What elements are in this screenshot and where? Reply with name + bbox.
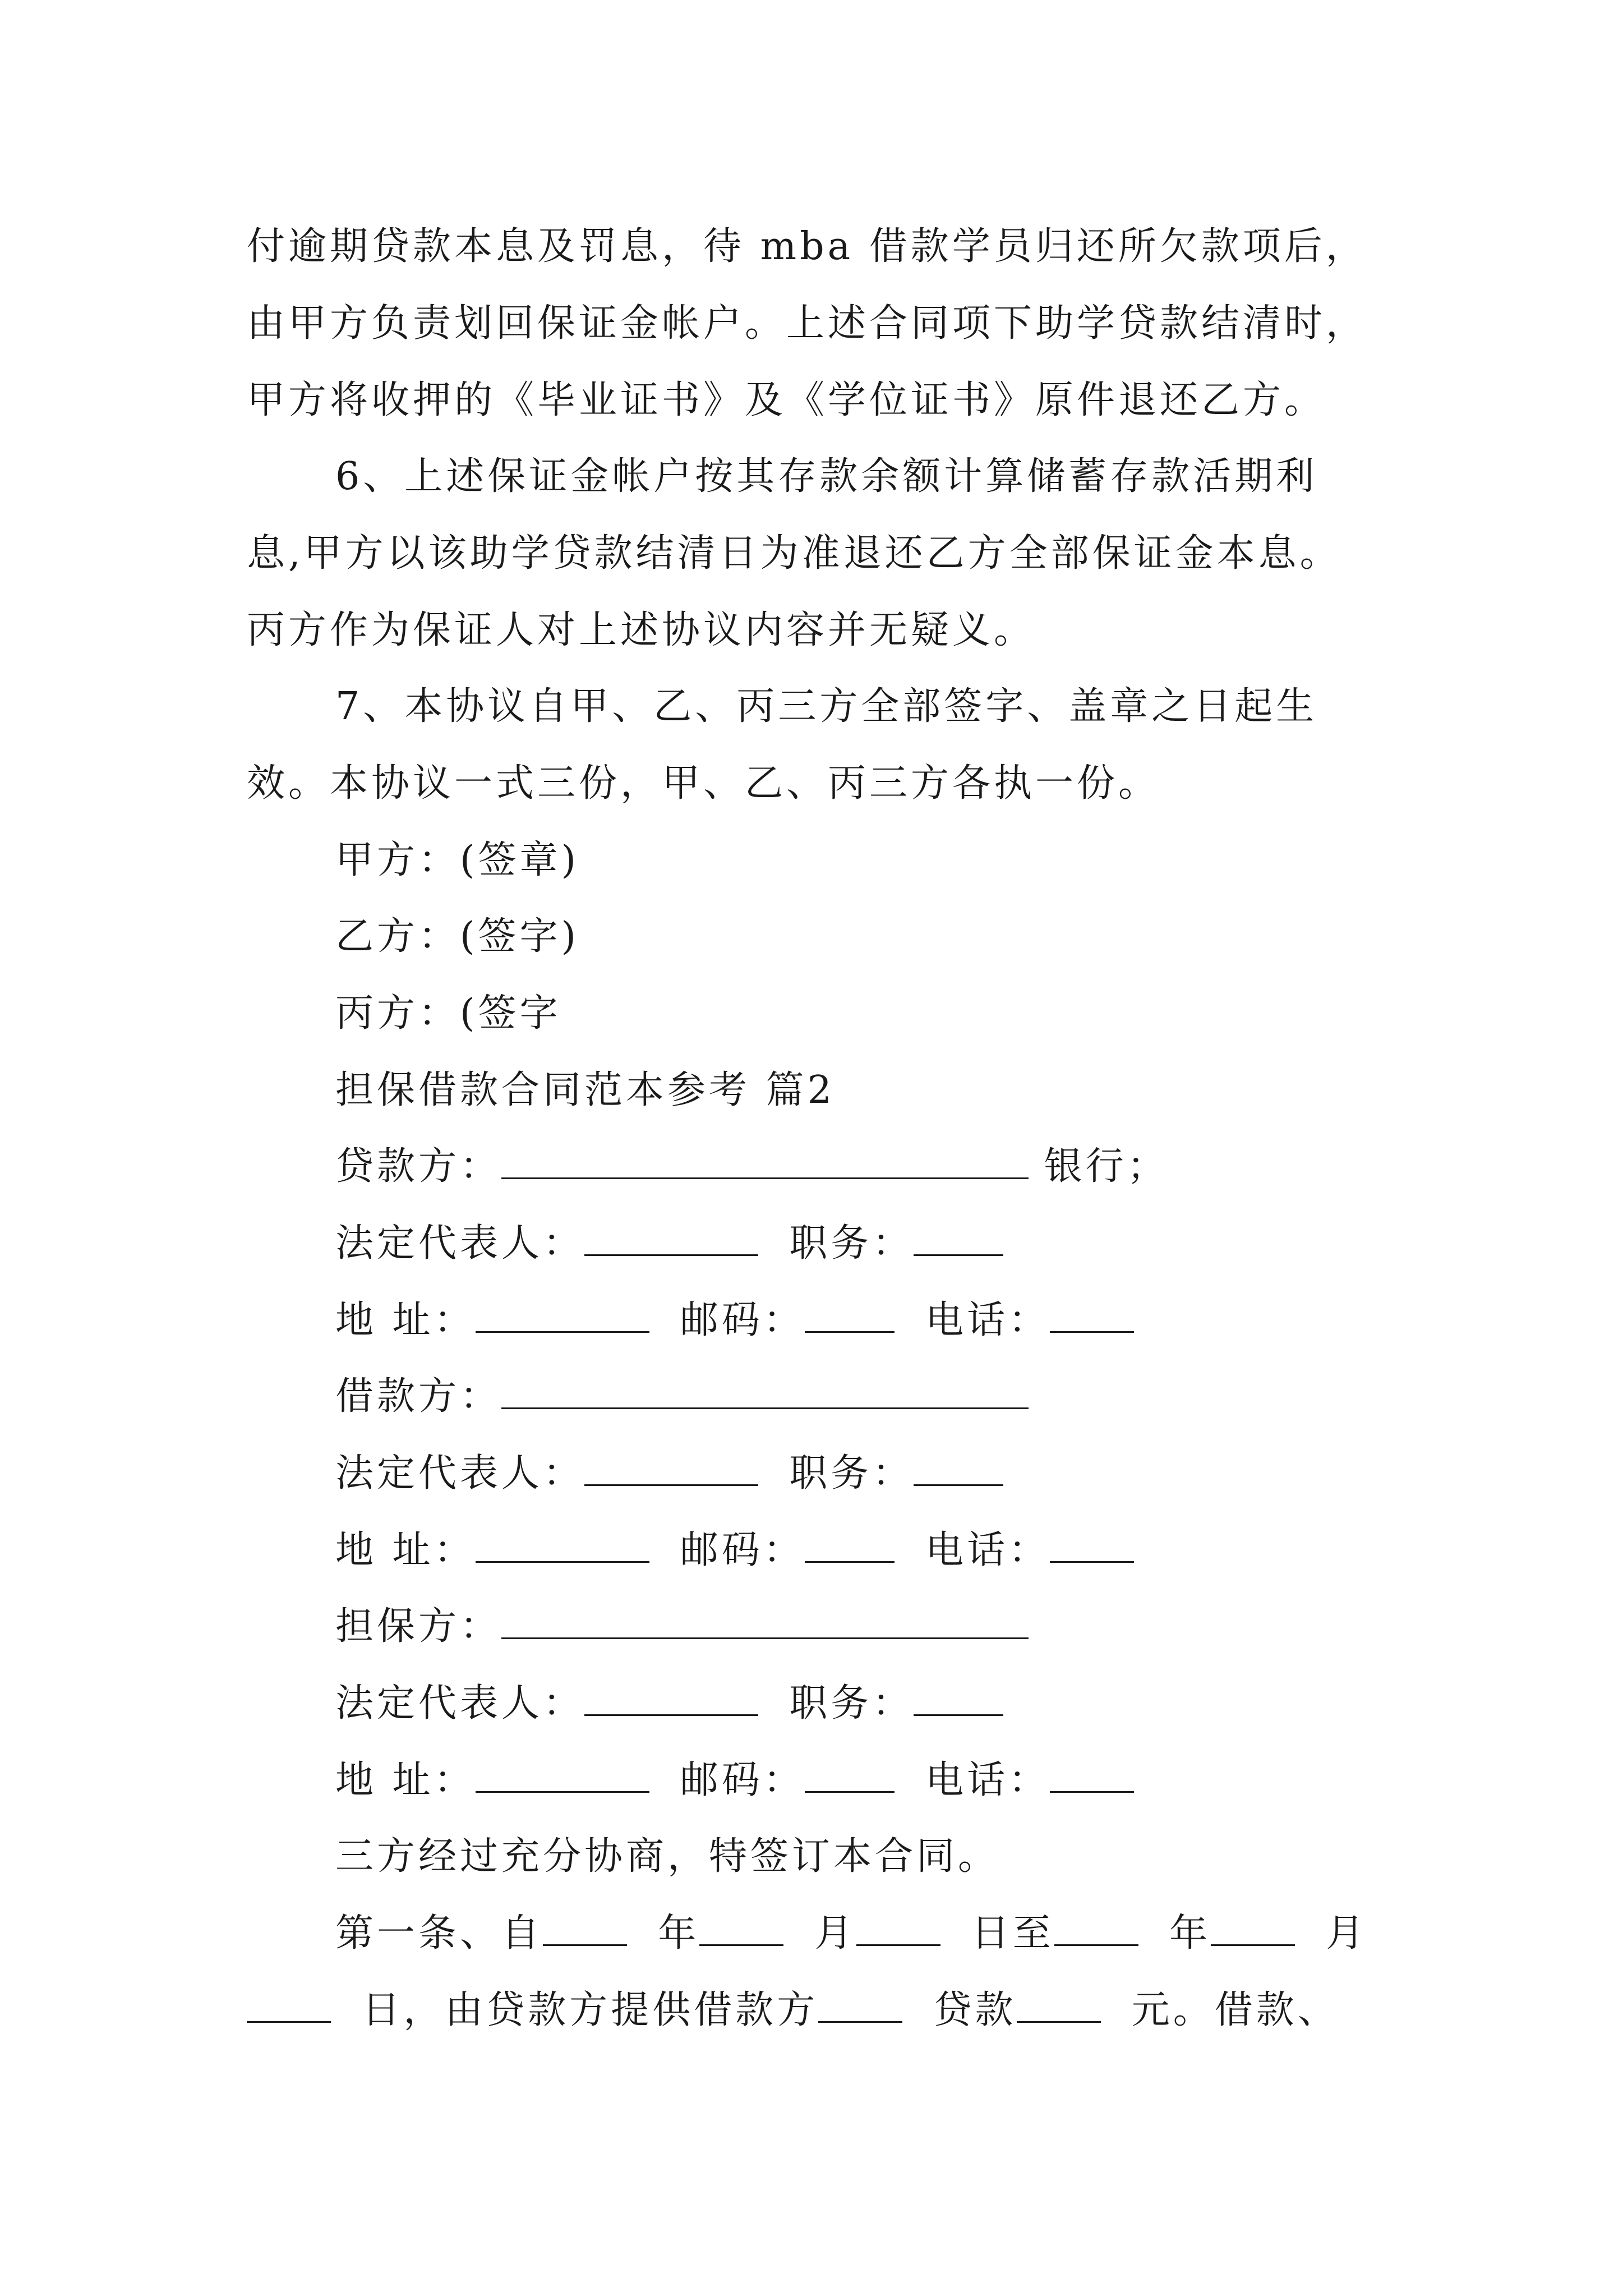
month2-blank (1211, 1911, 1295, 1946)
lender-address-line (335, 1292, 1134, 1349)
text-line: 由甲方负责划回保证金帐户。上述合同项下助学贷款结清时， (247, 301, 1368, 346)
title-blank (914, 1451, 1003, 1486)
month-blank (699, 1911, 783, 1946)
year-blank (543, 1911, 627, 1946)
signature-line-party-a: 甲方：(签章) (335, 838, 580, 882)
tel-label: 电话： (925, 1298, 1050, 1342)
rep-blank (584, 1681, 758, 1716)
tel-blank (1050, 1297, 1134, 1333)
lender-label: 贷款方： (335, 1144, 502, 1189)
address-blank (476, 1527, 649, 1563)
day2-blank (247, 1987, 331, 2023)
rep-label: 法定代表人： (335, 1451, 585, 1496)
address-label: 地 址： (335, 1758, 476, 1802)
address-label: 地 址： (335, 1298, 476, 1342)
lender-suffix: 银行； (1044, 1144, 1169, 1189)
lender-line (335, 1139, 1169, 1195)
title-label: 职务： (789, 1221, 914, 1266)
zip-label: 邮码： (680, 1528, 805, 1572)
text-line: 付逾期贷款本息及罚息，待 mba 借款学员归还所欠款项后， (247, 224, 1367, 269)
title-blank (914, 1221, 1003, 1256)
article-1-line-1 (335, 1906, 1367, 1962)
text-line: 息,甲方以该助学贷款结清日为准退还乙方全部保证金本息。 (247, 531, 1341, 576)
zip-blank (805, 1297, 895, 1333)
text-line: 7、本协议自甲、乙、丙三方全部签字、盖章之日起生 (335, 684, 1318, 729)
rep-label: 法定代表人： (335, 1681, 585, 1726)
section-heading: 担保借款合同范本参考 篇2 (335, 1068, 835, 1112)
rep-blank (584, 1221, 758, 1256)
text-line: 甲方将收押的《毕业证书》及《学位证书》原件退还乙方。 (247, 378, 1326, 422)
borrower-blank (501, 1374, 1029, 1409)
borrower-address-line (335, 1522, 1134, 1579)
signature-line-party-c: 丙方：(签字 (335, 991, 561, 1036)
zip-label: 邮码： (680, 1758, 805, 1802)
rep-label: 法定代表人： (335, 1221, 585, 1266)
year2-label: 年 (1169, 1911, 1211, 1955)
guarantor-rep-line (335, 1676, 1003, 1732)
text-line: 效。本协议一式三份，甲、乙、丙三方各执一份。 (247, 761, 1160, 806)
day-to-label: 日至 (971, 1911, 1054, 1955)
tel-label: 电话： (925, 1528, 1050, 1572)
yuan-label: 元。借款、 (1131, 1988, 1339, 2032)
zip-blank (805, 1527, 895, 1563)
guarantor-blank (501, 1604, 1029, 1639)
lender-blank (501, 1144, 1029, 1179)
article-1-line-2 (247, 1982, 1339, 2039)
zip-label: 邮码： (680, 1298, 805, 1342)
title-blank (914, 1681, 1003, 1716)
borrower-label: 借款方： (335, 1374, 502, 1419)
article-prefix: 第一条、自 (335, 1911, 543, 1955)
borrower-line (335, 1369, 1029, 1425)
tel-blank (1050, 1527, 1134, 1563)
address-blank (476, 1757, 649, 1793)
title-label: 职务： (789, 1681, 914, 1726)
zip-blank (805, 1757, 895, 1793)
guarantor-label: 担保方： (335, 1604, 502, 1649)
rep-blank (584, 1451, 758, 1486)
month2-label: 月 (1326, 1911, 1368, 1955)
day2-label: 日，由贷款方提供借款方 (362, 1988, 819, 2032)
text-line: 丙方作为保证人对上述协议内容并无疑义。 (247, 608, 1036, 652)
title-label: 职务： (789, 1451, 914, 1496)
year2-blank (1054, 1911, 1138, 1946)
text-line: 6、上述保证金帐户按其存款余额计算储蓄存款活期利 (335, 454, 1318, 499)
borrower-rep-line (335, 1446, 1003, 1502)
guarantor-line (335, 1599, 1029, 1655)
tel-blank (1050, 1757, 1134, 1793)
tel-label: 电话： (925, 1758, 1050, 1802)
day-blank (856, 1911, 940, 1946)
loan-label: 贷款 (933, 1988, 1017, 2032)
signature-line-party-b: 乙方：(签字) (335, 914, 580, 959)
borrower-blank-2 (818, 1987, 902, 2023)
agreement-line: 三方经过充分协商，特签订本合同。 (335, 1834, 1000, 1879)
address-label: 地 址： (335, 1528, 476, 1572)
lender-rep-line (335, 1216, 1003, 1272)
month-label: 月 (814, 1911, 856, 1955)
year-label: 年 (658, 1911, 700, 1955)
address-blank (476, 1297, 649, 1333)
amount-blank (1017, 1987, 1101, 2023)
guarantor-address-line (335, 1752, 1134, 1809)
